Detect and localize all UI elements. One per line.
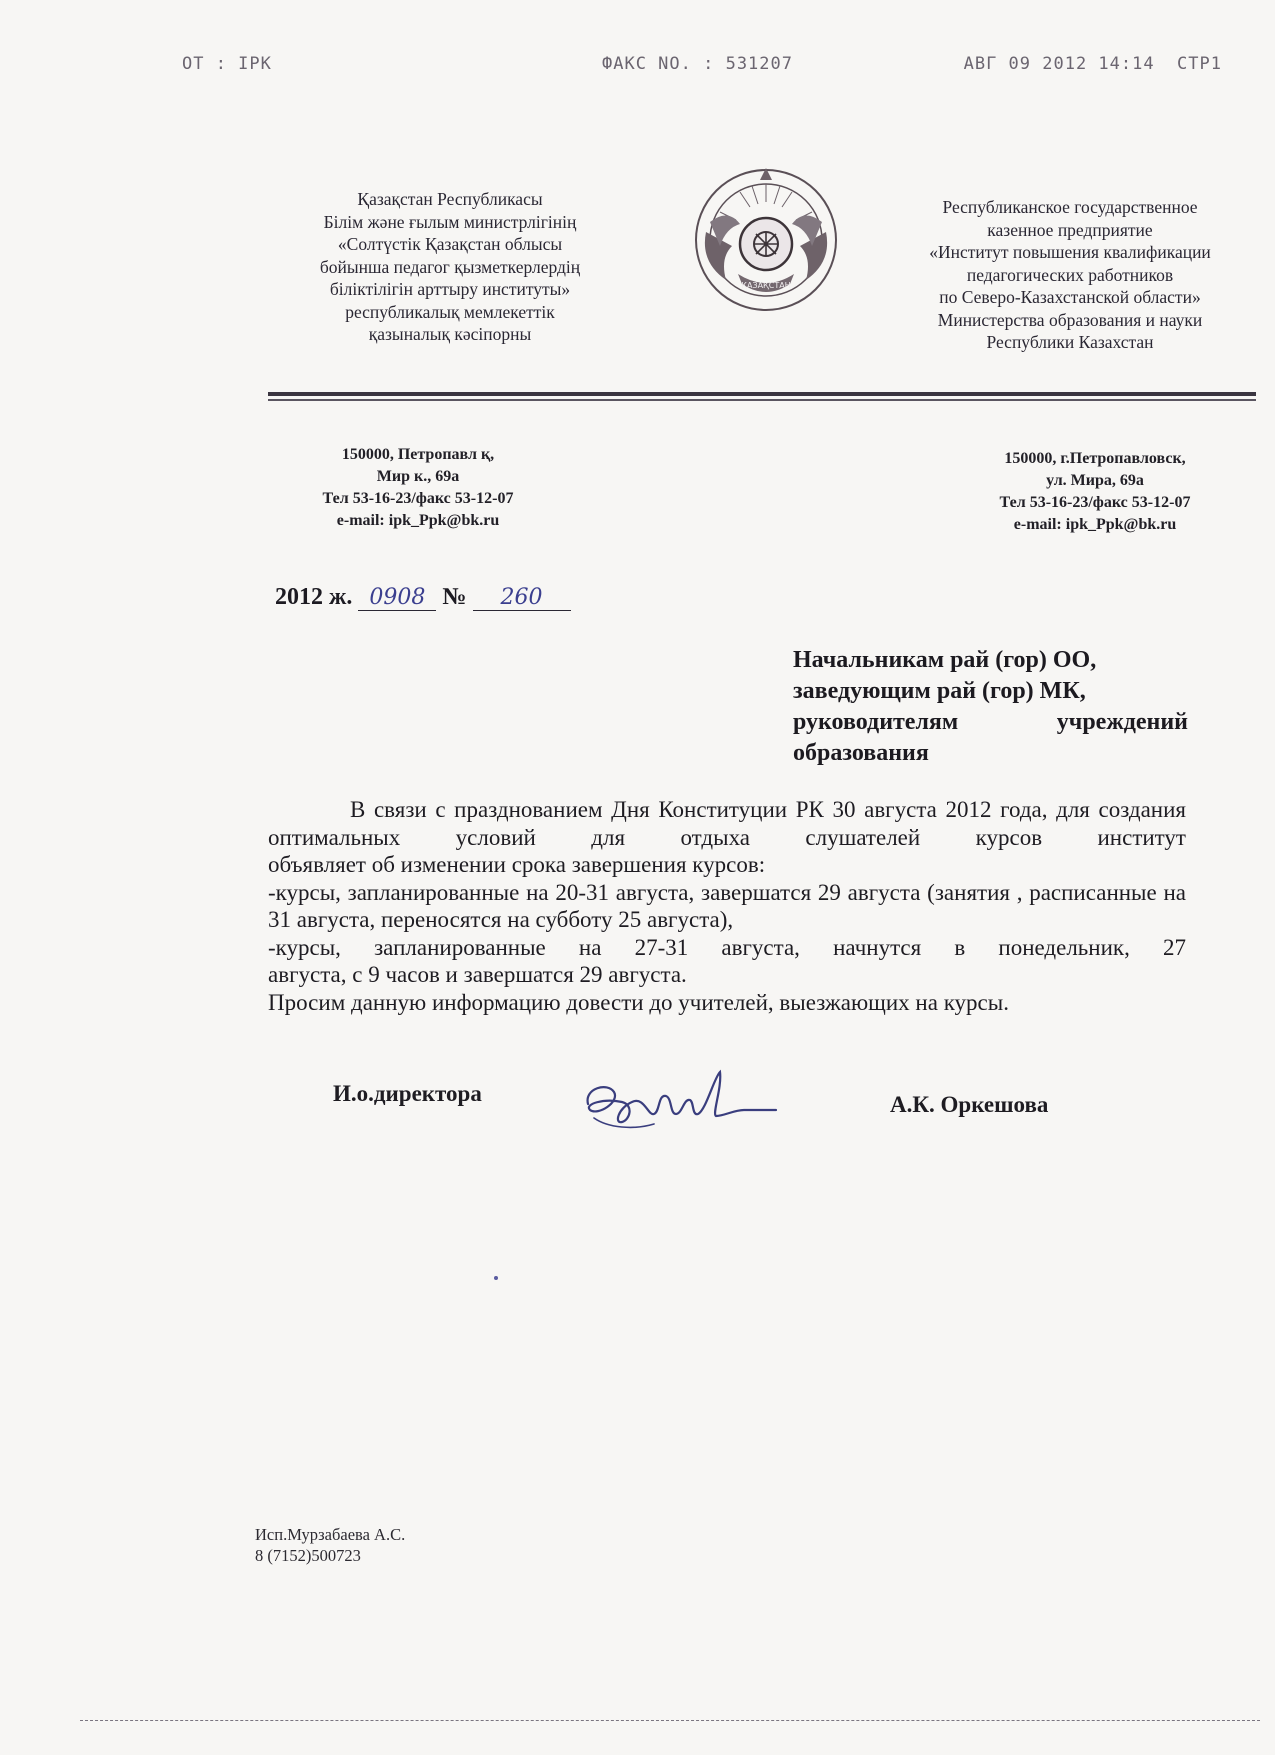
address-left-line: Мир к., 69а (376, 468, 460, 485)
org-right-line: Республики Казахстан (986, 332, 1154, 352)
recipient-word: учреждений (1056, 709, 1188, 735)
address-right-line: ул. Мира, 69а (1046, 472, 1144, 489)
fax-datetime: АВГ 09 2012 14:14 СТР1 (963, 54, 1222, 74)
registration-date-handwritten: 0908 (358, 585, 436, 611)
address-right-line: 150000, г.Петропавловск, (1004, 450, 1186, 467)
address-right-line: e-mail: ipk_Ppk@bk.ru (1013, 516, 1177, 533)
body-paragraph-1: В связи с празднованием Дня Конституции РК 30 августа 2012 года, для создания оптимальных условий для отдыха слушателей курсов институт (268, 797, 1186, 850)
state-emblem-icon (680, 162, 852, 318)
fax-number: ФАКС NO. : 531207 (602, 54, 793, 74)
org-right-line: Республиканское государственное (942, 197, 1198, 217)
signatory-name: А.К. Оркешова (890, 1092, 1049, 1117)
org-left-line: біліктілігін арттыру институты» (329, 279, 571, 299)
org-left-line: Білім және ғылым министрлігінің (323, 211, 577, 232)
body-paragraph-3: -курсы, запланированные на 27-31 августа, начнутся в понедельник, 27 (268, 934, 1186, 960)
recipient-block (793, 645, 1188, 769)
executor-phone: 8 (7152)500723 (255, 1546, 361, 1565)
body-paragraph-3-end: августа, с 9 часов и завершатся 29 августа. (268, 962, 687, 987)
org-right-line: педагогических работников (966, 264, 1174, 285)
org-left-line: республикалық мемлекеттік (345, 301, 555, 322)
org-name-russian (880, 196, 1260, 354)
address-left-line: Тел 53-16-23/факс 53-12-07 (322, 490, 514, 507)
org-left-line: «Солтүстік Қазақстан облысы (337, 234, 563, 254)
executor-info (255, 1524, 405, 1566)
executor-name: Исп.Мурзабаева А.С. (255, 1525, 406, 1544)
signatory-title: И.о.директора (333, 1081, 482, 1106)
body-paragraph-4: Просим данную информацию довести до учителей, выезжающих на курсы. (268, 989, 1009, 1015)
org-right-line: «Институт повышения квалификации (929, 242, 1211, 262)
recipient-word: руководителям (793, 709, 959, 735)
registration-number-label: № (442, 584, 467, 610)
registration-year: 2012 ж. (275, 584, 353, 610)
handwritten-signature (574, 1058, 779, 1140)
org-right-line: по Северо-Казахстанской области» (939, 287, 1201, 307)
registration-line (275, 584, 571, 624)
fax-from: ОТ : IPK (182, 54, 272, 74)
letterhead-divider (268, 392, 1256, 396)
recipient-line: образования (793, 740, 929, 766)
address-left-line: e-mail: ipk_Ppk@bk.ru (336, 512, 500, 529)
fax-bottom-edge (80, 1720, 1260, 1721)
org-right-line: Министерства образования и науки (937, 309, 1203, 330)
letterhead-divider-thin (268, 399, 1256, 401)
recipient-line: Начальникам рай (гор) ОО, (793, 647, 1097, 673)
address-russian (955, 448, 1235, 536)
recipient-line: заведующим рай (гор) МК, (793, 678, 1086, 704)
body-paragraph-2: -курсы, запланированные на 20-31 августа, завершатся 29 августа (занятия , расписанные на 31 августа, переносятся на субботу 25 августа), (268, 879, 1186, 932)
address-left-line: 150000, Петропавл қ, (341, 446, 495, 463)
emblem-label: ҚАЗАҚСТАН (741, 281, 791, 290)
address-right-line: Тел 53-16-23/факс 53-12-07 (999, 494, 1191, 511)
org-left-line: қазыналық кәсіпорны (368, 324, 532, 344)
registration-number-handwritten: 260 (473, 585, 571, 611)
org-name-kazakh (270, 188, 630, 346)
letter-body (268, 796, 1186, 1016)
recipient-line (793, 707, 1188, 738)
org-left-line: Қазақстан Республикасы (357, 189, 543, 209)
scan-speck (494, 1276, 498, 1280)
address-kazakh (288, 444, 548, 532)
org-left-line: бойынша педагог қызметкерлердің (319, 256, 581, 277)
body-paragraph-1-end: объявляет об изменении срока завершения курсов: (268, 852, 766, 877)
fax-header (182, 54, 1222, 78)
org-right-line: казенное предприятие (987, 219, 1153, 240)
